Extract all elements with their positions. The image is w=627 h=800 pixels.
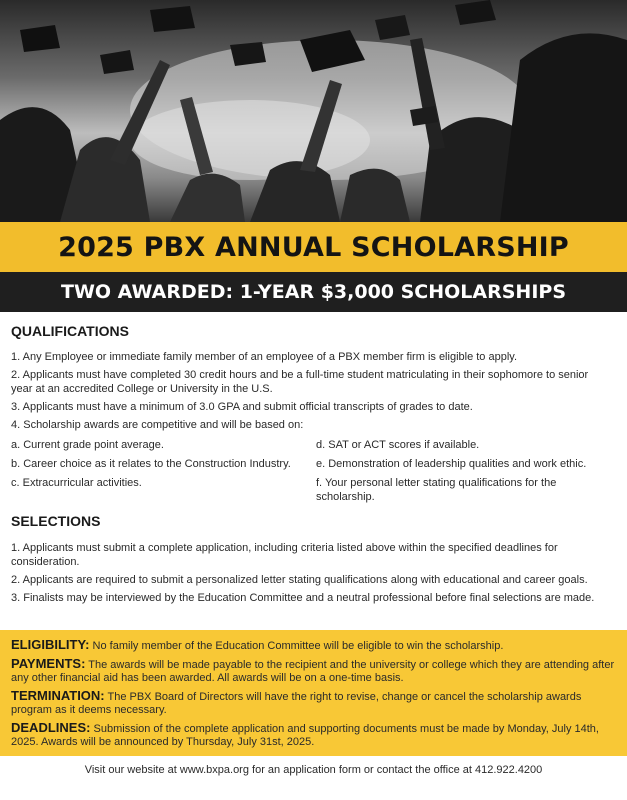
qualification-item: 3. Applicants must have a minimum of 3.0 GPA and submit official transcripts of grades to date. (11, 401, 473, 413)
notice-label: ELIGIBILITY: (11, 637, 90, 652)
notice-text: The awards will be made payable to the recipient and the university or college which they are attending after any other financial aid has been awarded. All awards will be on a one-time basis. (11, 659, 615, 684)
qualification-item: 1. Any Employee or immediate family member of an employee of a PBX member firm is eligible to apply. (11, 351, 518, 363)
notice-label: TERMINATION: (11, 688, 105, 703)
main-content (11, 323, 611, 609)
qualification-item: 4. Scholarship awards are competitive and will be based on: (11, 419, 304, 431)
title-band (0, 222, 627, 272)
notice-text: Submission of the complete application and supporting documents must be made by Monday, July 14th, 2025. Awards will be announced by Thursday, July 31st, 2025. (11, 723, 599, 748)
footer-contact: Visit our website at www.bxpa.org for an application form or contact the office at 412.922.4200 (84, 764, 543, 776)
criteria-item: f. Your personal letter stating qualifications for the scholarship. (316, 477, 557, 503)
payments-notice (11, 657, 615, 685)
termination-notice (11, 689, 615, 717)
criteria-item: e. Demonstration of leadership qualities and work ethic. (316, 458, 587, 470)
selections-section (11, 513, 611, 605)
selection-item: 2. Applicants are required to submit a personalized letter stating qualifications along with educational and career goals. (11, 574, 588, 586)
eligibility-notice (11, 638, 615, 653)
graduation-caps-illustration (0, 0, 627, 222)
criteria-item: a. Current grade point average. (11, 439, 164, 451)
subtitle-band (0, 272, 627, 312)
notice-label: PAYMENTS: (11, 656, 86, 671)
qualifications-heading: QUALIFICATIONS (11, 323, 129, 339)
criteria-item: c. Extracurricular activities. (11, 477, 142, 489)
criteria-item: d. SAT or ACT scores if available. (316, 439, 480, 451)
selection-item: 1. Applicants must submit a complete application, including criteria listed above within the specified deadlines for consideration. (11, 542, 558, 568)
notice-label: DEADLINES: (11, 720, 91, 735)
selection-item: 3. Finalists may be interviewed by the Education Committee and a neutral professional before final selections are made. (11, 592, 595, 604)
page-title: 2025 PBX ANNUAL SCHOLARSHIP (58, 231, 569, 263)
deadlines-notice (11, 721, 615, 749)
notice-text: The PBX Board of Directors will have the right to revise, change or cancel the scholarship awards program as it deems necessary. (11, 691, 582, 716)
page-subtitle: TWO AWARDED: 1-YEAR $3,000 SCHOLARSHIPS (60, 281, 567, 303)
graduation-photo (0, 0, 627, 222)
notice-text: No family member of the Education Committee will be eligible to win the scholarship. (89, 640, 504, 652)
notices-box (0, 630, 627, 756)
qualification-item: 2. Applicants must have completed 30 credit hours and be a full-time student matriculating in their sophomore to senior year at an accredited College or University in the U.S. (11, 369, 589, 395)
criteria-item: b. Career choice as it relates to the Construction Industry. (11, 458, 291, 470)
criteria-list (11, 438, 611, 509)
selections-heading: SELECTIONS (11, 513, 101, 529)
